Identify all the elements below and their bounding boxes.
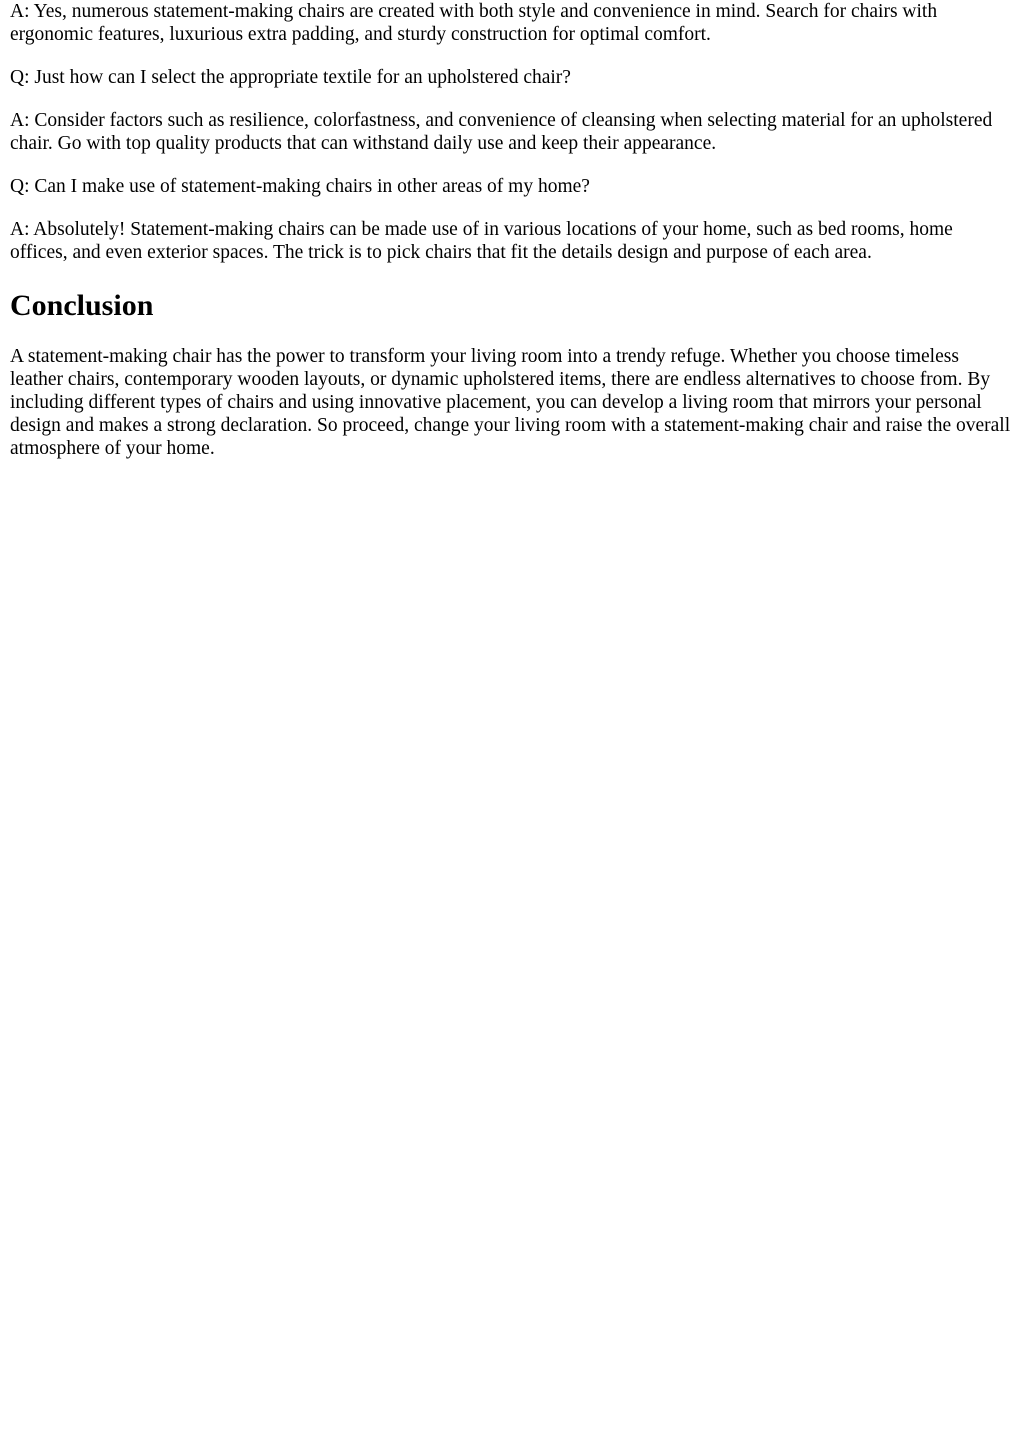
faq-question-textile: Q: Just how can I select the appropriate textile for an upholstered chair? [10,67,571,88]
article-content [0,0,1024,460]
faq-question-other-areas: Q: Can I make use of statement-making chairs in other areas of my home? [10,176,590,197]
conclusion-paragraph: A statement-making chair has the power to transform your living room into a trendy refuge. Whether you choose timeless leather chairs, contemporary wooden layouts, or dynamic upholstered items, there are endless alternatives to choose from. By including different types of chairs and using innovative placement, you can develop a living room that mirrors your personal design and makes a strong declaration. So proceed, change your living room with a statement-making chair and raise the overall atmosphere of your home. [10,346,1011,459]
faq-answer-comfort: A: Yes, numerous statement-making chairs are created with both style and convenience in mind. Search for chairs with ergonomic features, luxurious extra padding, and sturdy construction for optimal comfort. [10,1,938,45]
faq-answer-other-areas: A: Absolutely! Statement-making chairs can be made use of in various locations of your home, such as bed rooms, home offices, and even exterior spaces. The trick is to pick chairs that fit the details design and purpose of each area. [10,219,953,263]
conclusion-heading: Conclusion [10,289,154,322]
faq-answer-textile: A: Consider factors such as resilience, colorfastness, and convenience of cleansing when selecting material for an upholstered chair. Go with top quality products that can withstand daily use and keep their appearance. [10,110,993,154]
